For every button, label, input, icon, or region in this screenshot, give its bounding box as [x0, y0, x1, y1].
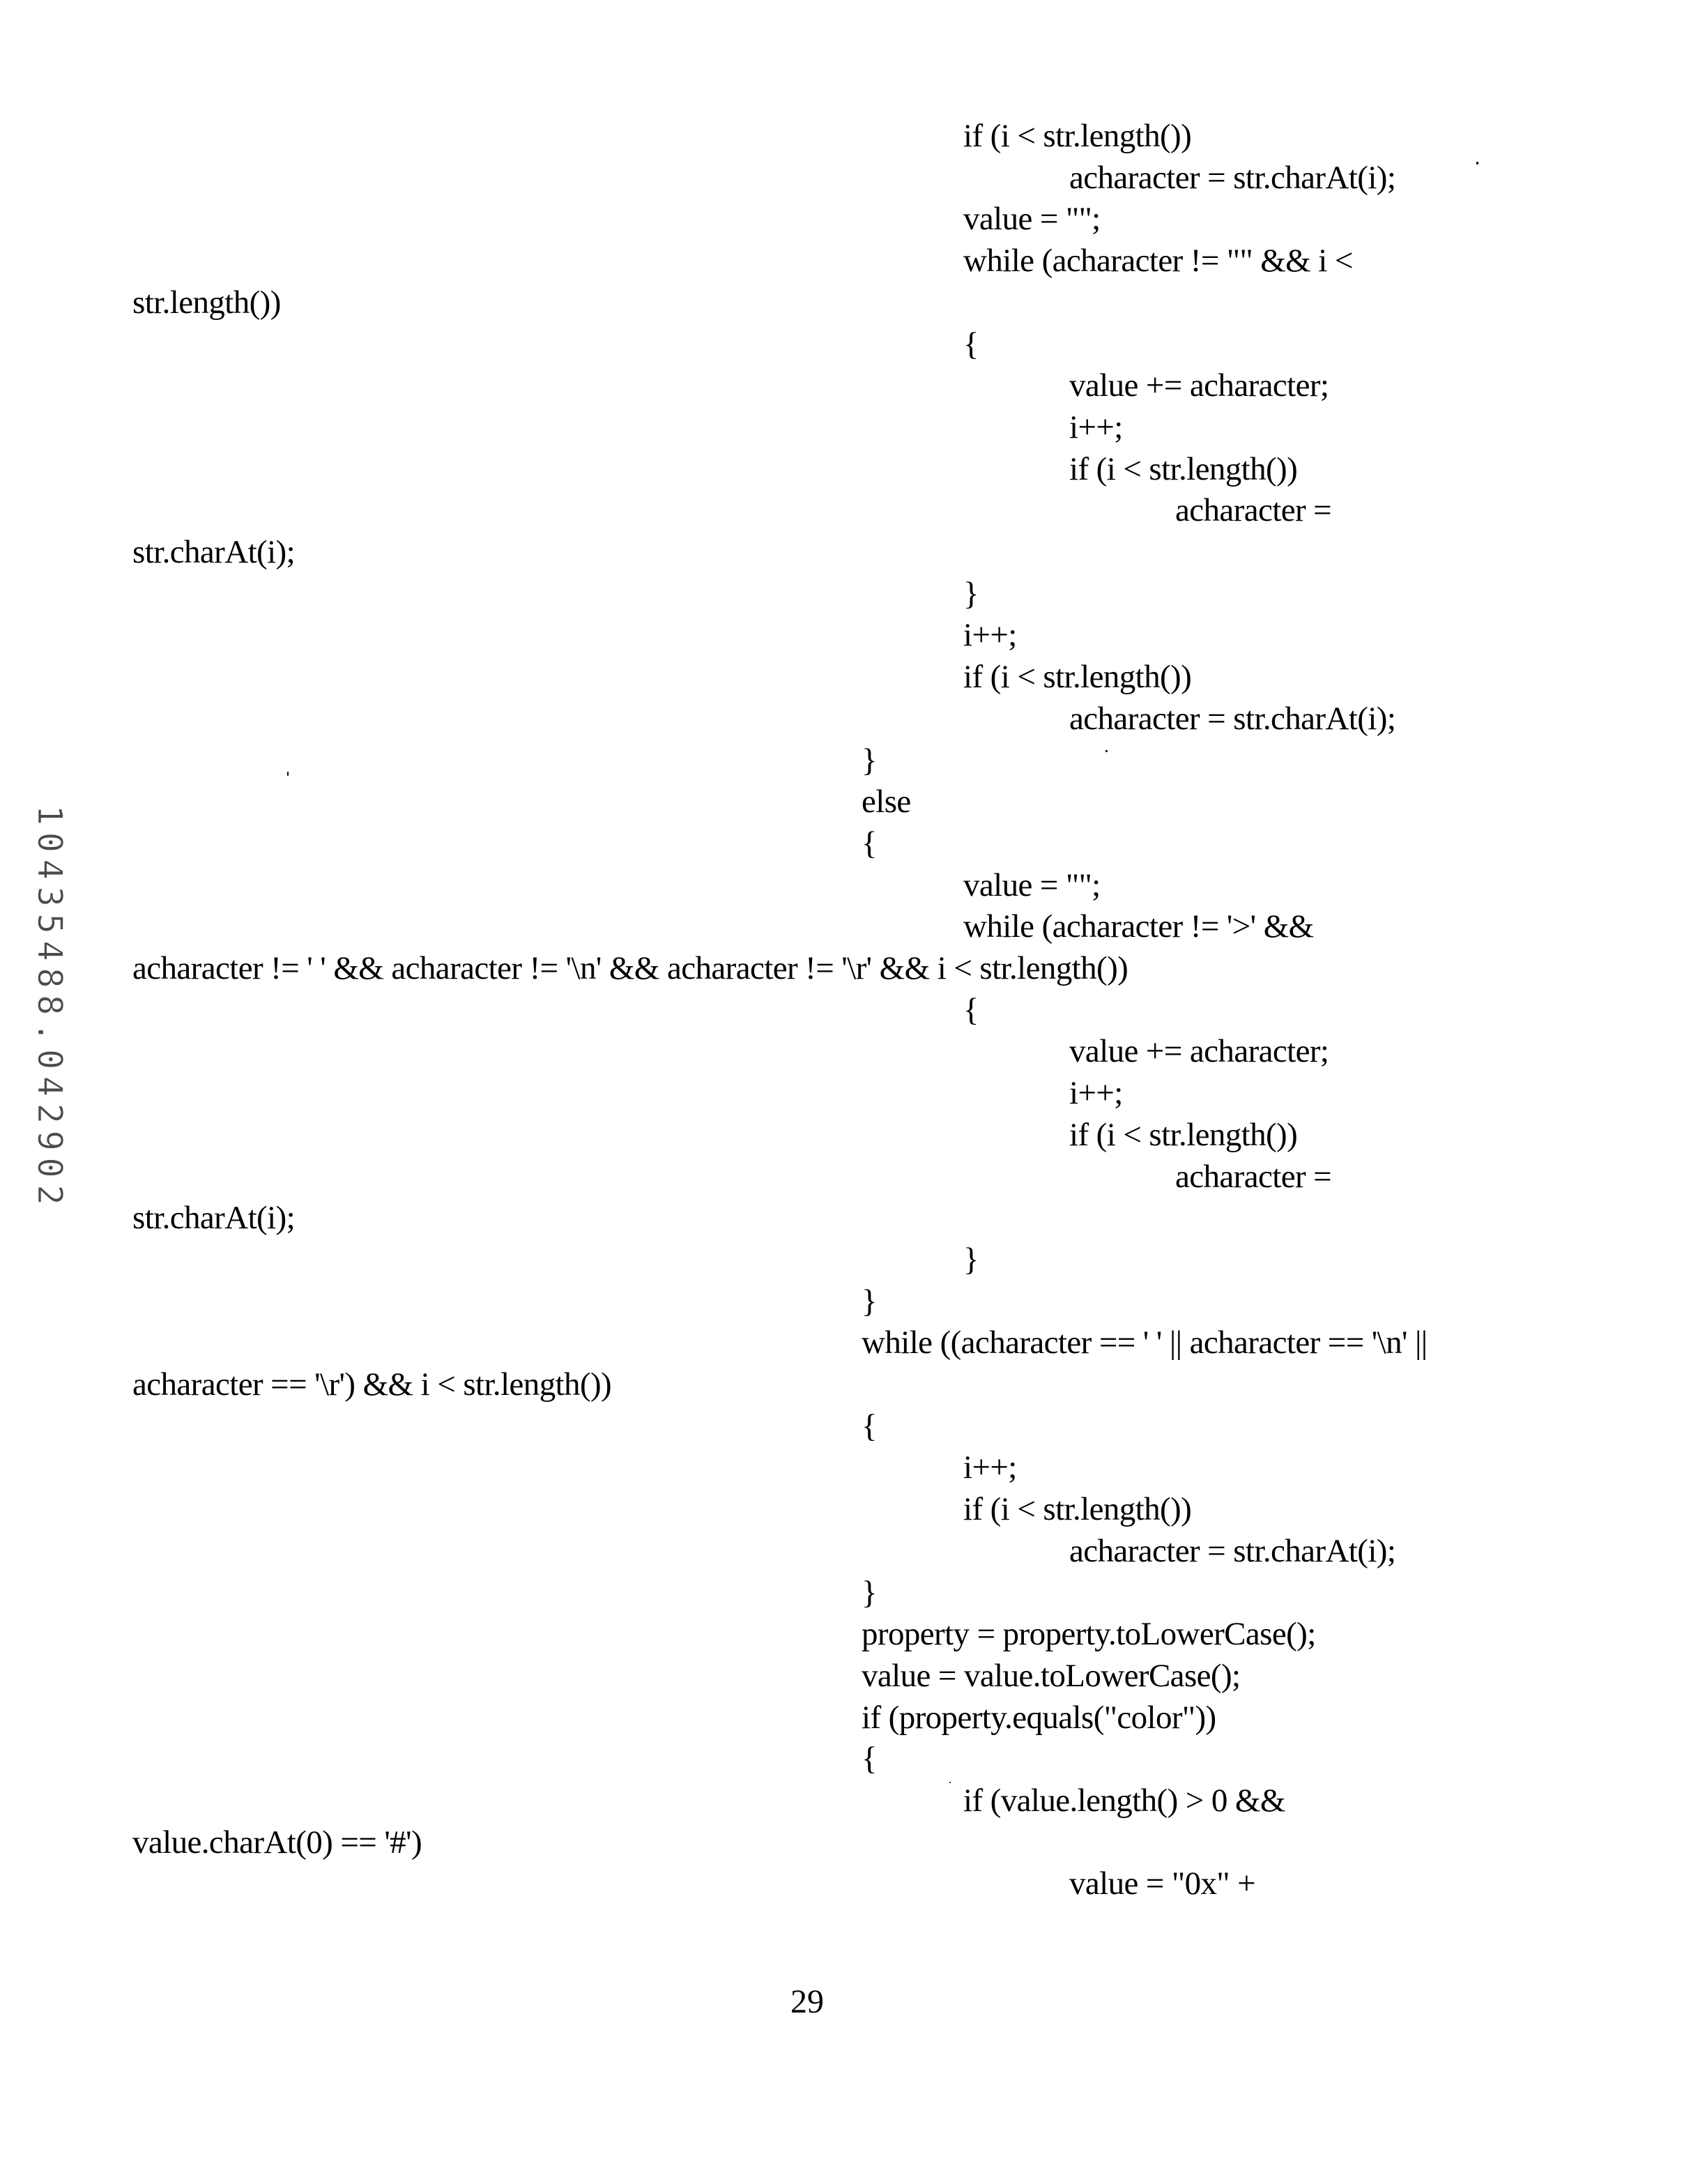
code-line: value += acharacter; [1069, 367, 1329, 404]
code-line: { [862, 825, 877, 862]
code-line: str.charAt(i); [132, 534, 296, 570]
scan-speck [1476, 162, 1478, 165]
code-line: acharacter == '\r') && i < str.length()) [132, 1366, 612, 1403]
code-line: { [862, 1741, 877, 1777]
code-line: value = value.toLowerCase(); [862, 1658, 1241, 1694]
code-line: if (value.length() > 0 && [963, 1782, 1285, 1819]
code-line: property = property.toLowerCase(); [862, 1616, 1316, 1652]
code-line: } [862, 742, 877, 779]
code-line: while ((acharacter == ' ' || acharacter == '\n' || [862, 1324, 1428, 1361]
code-line: { [963, 326, 979, 362]
code-line: i++; [1069, 1075, 1123, 1111]
code-line: value = ""; [963, 201, 1101, 237]
code-line: if (i < str.length()) [963, 118, 1192, 154]
margin-stamp-text: 10435488.042902 [30, 805, 69, 1212]
code-line: str.charAt(i); [132, 1200, 296, 1236]
code-line: acharacter = [1175, 492, 1332, 528]
code-line: str.length()) [132, 284, 281, 321]
code-line: i++; [1069, 409, 1123, 445]
code-line: while (acharacter != '>' && [963, 908, 1314, 945]
code-line: else [862, 784, 911, 820]
code-line: value = "0x" + [1069, 1865, 1256, 1902]
code-line: if (i < str.length()) [1069, 451, 1298, 487]
code-line: acharacter != ' ' && acharacter != '\n' && acharacter != '\r' && i < str.length()) [132, 950, 1128, 986]
code-line: acharacter = str.charAt(i); [1069, 160, 1396, 196]
code-line: i++; [963, 617, 1017, 653]
code-line: } [862, 1283, 877, 1320]
code-line: } [963, 1242, 979, 1278]
code-line: } [862, 1575, 877, 1611]
code-line: if (property.equals("color")) [862, 1700, 1216, 1736]
scan-speck [949, 1782, 951, 1783]
margin-document-stamp [30, 805, 69, 1363]
scan-speck [287, 772, 289, 776]
code-line: value = ""; [963, 867, 1101, 903]
code-line: acharacter = [1175, 1159, 1332, 1195]
code-line: acharacter = str.charAt(i); [1069, 701, 1396, 737]
code-line: if (i < str.length()) [963, 1491, 1192, 1527]
code-line: acharacter = str.charAt(i); [1069, 1533, 1396, 1569]
scan-speck [1105, 750, 1108, 752]
code-line: while (acharacter != "" && i < [963, 243, 1353, 279]
code-line: value.charAt(0) == '#') [132, 1824, 422, 1861]
page-number: 29 [790, 1983, 824, 2020]
code-line: value += acharacter; [1069, 1033, 1329, 1069]
code-line: } [963, 576, 979, 612]
code-line: { [963, 992, 979, 1028]
code-line: i++; [963, 1449, 1017, 1486]
code-line: { [862, 1408, 877, 1444]
code-line: if (i < str.length()) [963, 659, 1192, 695]
code-line: if (i < str.length()) [1069, 1117, 1298, 1153]
